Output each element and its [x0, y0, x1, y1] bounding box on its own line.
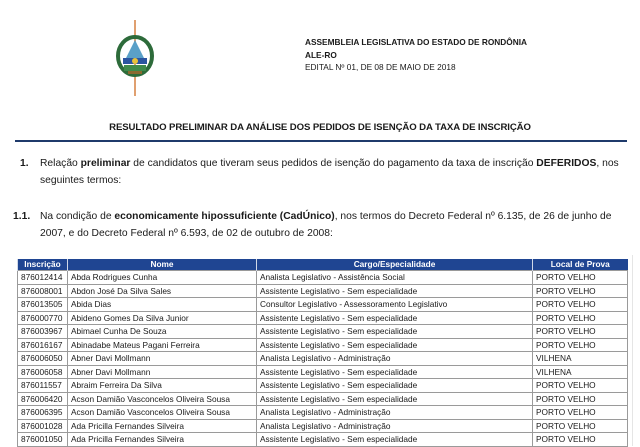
cell-inscricao: 876016167: [18, 338, 68, 352]
cell-cargo: Assistente Legislativo - Sem especialidade: [257, 325, 533, 339]
table-header-row: [18, 259, 628, 271]
cell-inscricao: 876006050: [18, 352, 68, 366]
cell-cargo: Assistente Legislativo - Sem especialidade: [257, 433, 533, 447]
table-row: [18, 298, 628, 312]
cell-cargo: Assistente Legislativo - Sem especialidade: [257, 284, 533, 298]
cell-cargo: Assistente Legislativo - Sem especialidade: [257, 311, 533, 325]
table-row: [18, 271, 628, 285]
cell-nome: Ada Pricilla Fernandes Silveira: [68, 433, 257, 447]
table-row: [18, 433, 628, 447]
institution-name: ASSEMBLEIA LEGISLATIVA DO ESTADO DE RONDÔNIA: [305, 37, 528, 47]
cell-local: PORTO VELHO: [533, 406, 628, 420]
document-title: RESULTADO PRELIMINAR DA ANÁLISE DOS PEDIDOS DE ISENÇÃO DA TAXA DE INSCRIÇÃO: [109, 122, 531, 133]
cell-local: PORTO VELHO: [533, 298, 628, 312]
cell-inscricao: 876006420: [18, 392, 68, 406]
table-row: [18, 365, 628, 379]
cell-inscricao: 876006395: [18, 406, 68, 420]
cell-local: PORTO VELHO: [533, 433, 628, 447]
cell-inscricao: 876008001: [18, 284, 68, 298]
cell-nome: Abraim Ferreira Da Silva: [68, 379, 257, 393]
cell-inscricao: 876003967: [18, 325, 68, 339]
column-header-cargo: Cargo/Especialidade: [257, 259, 533, 271]
cell-nome: Abner Davi Mollmann: [68, 352, 257, 366]
table-row: [18, 379, 628, 393]
cell-nome: Abinadabe Mateus Pagani Ferreira: [68, 338, 257, 352]
section-number: 1.1.: [13, 211, 31, 222]
exemption-results-table: [17, 259, 628, 447]
table-row: [18, 392, 628, 406]
table-row: [18, 406, 628, 420]
cell-cargo: Assistente Legislativo - Sem especialidade: [257, 392, 533, 406]
section-1-1-paragraph: 1.1. Na condição de economicamente hipossuficiente (CadÚnico), nos termos do Decreto Federal nº 6.135, de 26 de junho de 2007, e do Decreto Federal nº 6.593, de 02 de outubro de 2008:: [40, 208, 630, 242]
table-row: [18, 419, 628, 433]
cell-nome: Abner Davi Mollmann: [68, 365, 257, 379]
cell-inscricao: 876012414: [18, 271, 68, 285]
cell-inscricao: 876013505: [18, 298, 68, 312]
cell-inscricao: 876000770: [18, 311, 68, 325]
edital-reference: EDITAL Nº 01, DE 08 DE MAIO DE 2018: [305, 62, 456, 72]
table-row: [18, 338, 628, 352]
page-edge-line: [632, 255, 633, 446]
column-header-local: Local de Prova: [533, 259, 628, 271]
cell-local: VILHENA: [533, 352, 628, 366]
column-header-inscricao: Inscrição: [18, 259, 68, 271]
cell-inscricao: 876001050: [18, 433, 68, 447]
cell-nome: Ada Pricilla Fernandes Silveira: [68, 419, 257, 433]
institution-acronym: ALE-RO: [305, 49, 337, 60]
section-number: 1.: [20, 158, 29, 169]
section-1-paragraph: 1. Relação preliminar de candidatos que tiveram seus pedidos de isenção do pagamento da taxa de inscrição DEFERIDOS, nos seguintes termos:: [40, 155, 630, 189]
cell-local: VILHENA: [533, 365, 628, 379]
cell-local: PORTO VELHO: [533, 311, 628, 325]
column-header-nome: Nome: [68, 259, 257, 271]
cell-local: PORTO VELHO: [533, 325, 628, 339]
cell-cargo: Analista Legislativo - Administração: [257, 352, 533, 366]
cell-local: PORTO VELHO: [533, 271, 628, 285]
cell-nome: Abideno Gomes Da Silva Junior: [68, 311, 257, 325]
cell-cargo: Assistente Legislativo - Sem especialidade: [257, 365, 533, 379]
cell-nome: Abdon José Da Silva Sales: [68, 284, 257, 298]
cell-cargo: Consultor Legislativo - Assessoramento Legislativo: [257, 298, 533, 312]
cell-nome: Abida Dias: [68, 298, 257, 312]
table-row: [18, 311, 628, 325]
cell-nome: Acson Damião Vasconcelos Oliveira Sousa: [68, 392, 257, 406]
title-divider: [15, 140, 627, 142]
cell-cargo: Analista Legislativo - Administração: [257, 419, 533, 433]
cell-local: PORTO VELHO: [533, 338, 628, 352]
table-row: [18, 325, 628, 339]
cell-cargo: Analista Legislativo - Assistência Social: [257, 271, 533, 285]
cell-nome: Abimael Cunha De Souza: [68, 325, 257, 339]
cell-nome: Acson Damião Vasconcelos Oliveira Sousa: [68, 406, 257, 420]
cell-local: PORTO VELHO: [533, 284, 628, 298]
cell-local: PORTO VELHO: [533, 392, 628, 406]
cell-inscricao: 876011557: [18, 379, 68, 393]
table-row: [18, 352, 628, 366]
cell-nome: Abda Rodrigues Cunha: [68, 271, 257, 285]
table-row: [18, 284, 628, 298]
cell-inscricao: 876006058: [18, 365, 68, 379]
institution-header: [305, 36, 527, 74]
cell-local: PORTO VELHO: [533, 419, 628, 433]
cell-cargo: Assistente Legislativo - Sem especialidade: [257, 379, 533, 393]
cell-local: PORTO VELHO: [533, 379, 628, 393]
coat-of-arms-emblem: [114, 18, 156, 98]
cell-cargo: Assistente Legislativo - Sem especialidade: [257, 338, 533, 352]
cell-cargo: Analista Legislativo - Administração: [257, 406, 533, 420]
cell-inscricao: 876001028: [18, 419, 68, 433]
